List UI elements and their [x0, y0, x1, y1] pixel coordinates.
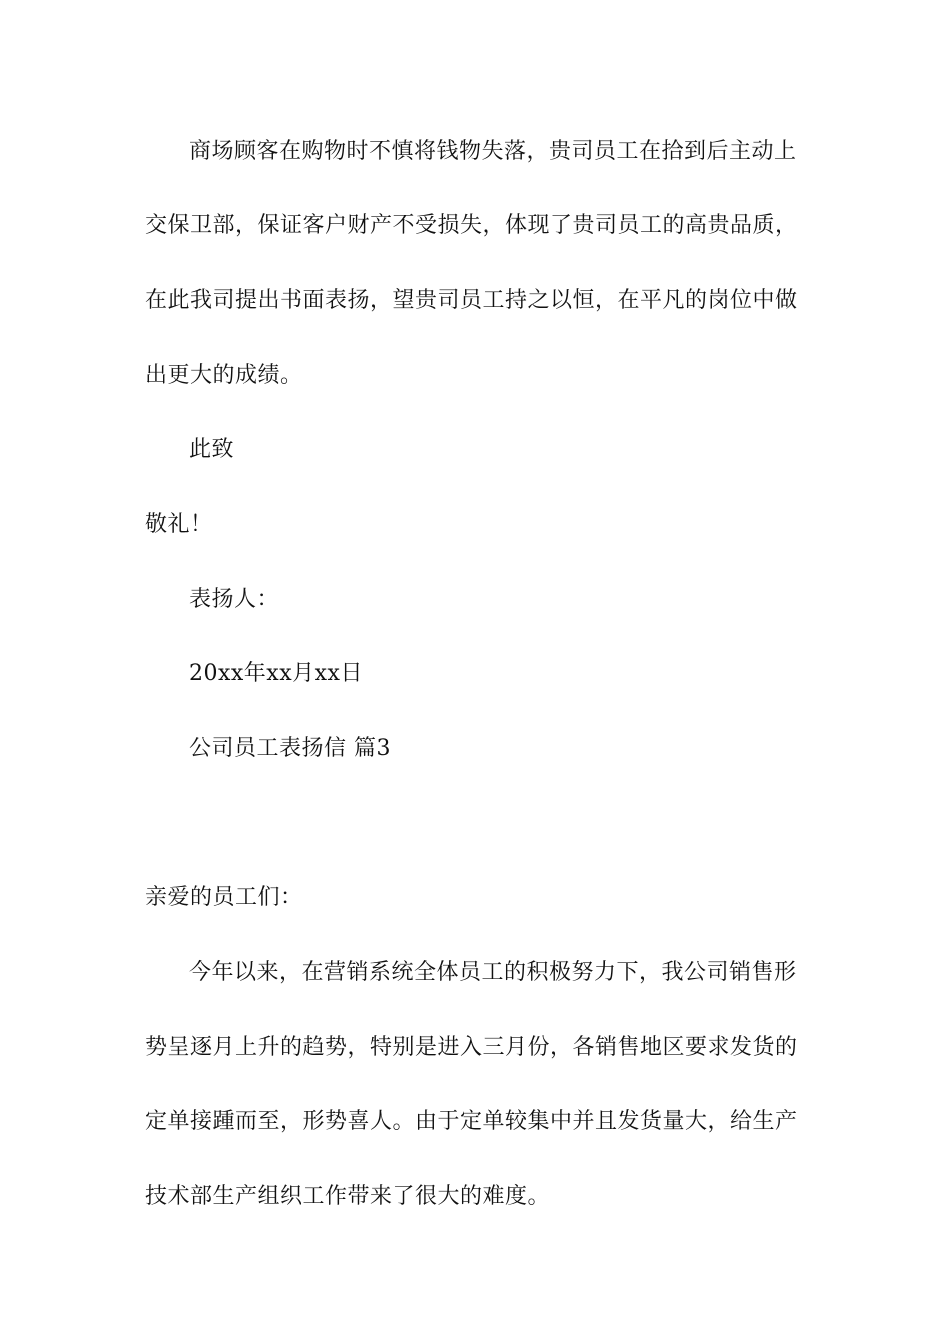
date-line: 20xx年xx月xx日: [189, 661, 363, 686]
paragraph-line: 商场顾客在购物时不慎将钱物失落，贵司员工在拾到后主动上: [189, 139, 797, 164]
greeting-line: 亲爱的员工们：: [145, 885, 303, 910]
closing-salutation: 此致: [189, 437, 235, 462]
paragraph-line: 在此我司提出书面表扬，望贵司员工持之以恒，在平凡的岗位中做: [145, 288, 798, 313]
signature-label: 表扬人：: [189, 587, 280, 612]
paragraph-line: 出更大的成绩。: [145, 363, 303, 388]
paragraph-line: 交保卫部，保证客户财产不受损失，体现了贵司员工的高贵品质，: [145, 213, 798, 238]
paragraph-line: 技术部生产组织工作带来了很大的难度。: [145, 1184, 551, 1209]
section-title: 公司员工表扬信 篇3: [189, 736, 391, 761]
paragraph-line: 定单接踵而至，形势喜人。由于定单较集中并且发货量大，给生产: [145, 1109, 798, 1134]
closing-regards: 敬礼！: [145, 512, 213, 537]
paragraph-line: 势呈逐月上升的趋势，特别是进入三月份，各销售地区要求发货的: [145, 1035, 798, 1060]
paragraph-line: 今年以来，在营销系统全体员工的积极努力下，我公司销售形: [189, 960, 797, 985]
